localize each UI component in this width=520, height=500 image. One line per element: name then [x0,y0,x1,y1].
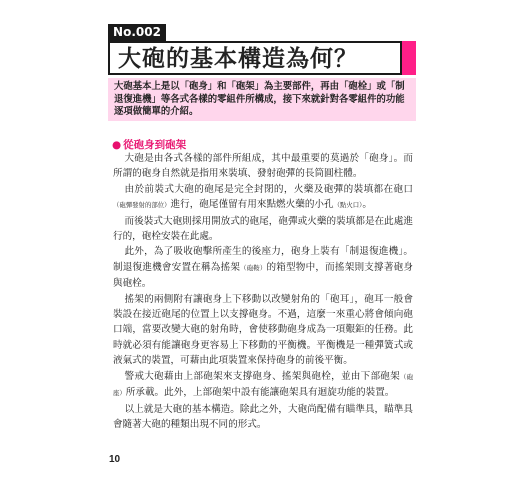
inline-note: （砲彈發射的部位） [113,201,171,210]
section-heading-text: 從砲身到砲架 [123,139,187,151]
body-paragraph [113,369,413,402]
body-paragraph: 而後裝式大砲則採用開放式的砲尾，砲彈或火藥的裝填都是在此處進行的，砲栓安裝在此處。 [113,215,413,243]
body-text-segment: 的箱型物中，而搖架則支撐著砲身與砲栓。 [113,261,413,290]
body-paragraph: 大砲是由各式各樣的部件所組成，其中最重要的莫過於「砲身」。而所謂的砲身自然就是指用來裝填、發射砲彈的長筒圓柱體。 [113,153,413,180]
inline-note: （點火口） [333,201,363,210]
body-paragraph [113,244,413,291]
body-paragraph [113,182,413,214]
body-text-segment: 此外，為了吸收砲擊所產生的後座力，砲身上裝有「制退復進機」。制退復進機會安置在稱為搖架 [113,246,413,273]
body-paragraph: 以上就是大砲的基本構造。除此之外，大砲尚配備有瞄準具，瞄準具會隨著大砲的種類出現不同的形式。 [113,403,413,430]
body-paragraph: 搖架的兩側附有讓砲身上下移動以改變射角的「砲耳」，砲耳一般會裝設在接近砲尾的位置上以支撐砲身。不過，這麼一來重心將會傾向砲口端，當要改變大砲的射角時，會使移動砲身成為一項艱鉅的任務。此時就必須有能讓砲身更容易上下移動的平衡機。平衡機是一種彈簧式或液氣式的裝置，可藉由此項裝置來保持砲身的前後平衡。 [113,293,413,367]
article-number-badge: No.002 [108,24,166,41]
section-heading [112,137,186,152]
title-box [108,41,402,75]
article-body [113,151,413,432]
inline-note: （砲鞍） [240,263,267,272]
page-number: 10 [109,454,121,465]
inline-note: （砲座） [113,372,414,398]
bullet-icon: ● [112,139,122,151]
body-text-segment: 所承載。此外，上部砲架中設有能讓砲架具有迴旋功能的裝置。 [125,387,395,399]
body-text-segment: 進行，砲尾僅留有用來點燃火藥的小孔 [170,199,334,211]
body-text-segment: 。 [362,199,372,211]
page-title: 大砲的基本構造為何？ [118,46,358,72]
body-text-segment: 警戒大砲藉由上部砲架來支撐砲身、搖架與砲栓，並由下部砲架 [124,370,400,382]
intro-summary: 大砲基本上是以「砲身」和「砲架」為主要部件，再由「砲栓」或「制退復進機」等各式各樣的零組件所構成，接下來就針對各零組件的功能逐項做簡單的介紹。 [108,78,416,121]
body-text-segment: 由於前裝式大砲的砲尾是完全封閉的，火藥及砲彈的裝填都在砲口 [124,183,413,195]
title-accent-bar [402,41,416,75]
